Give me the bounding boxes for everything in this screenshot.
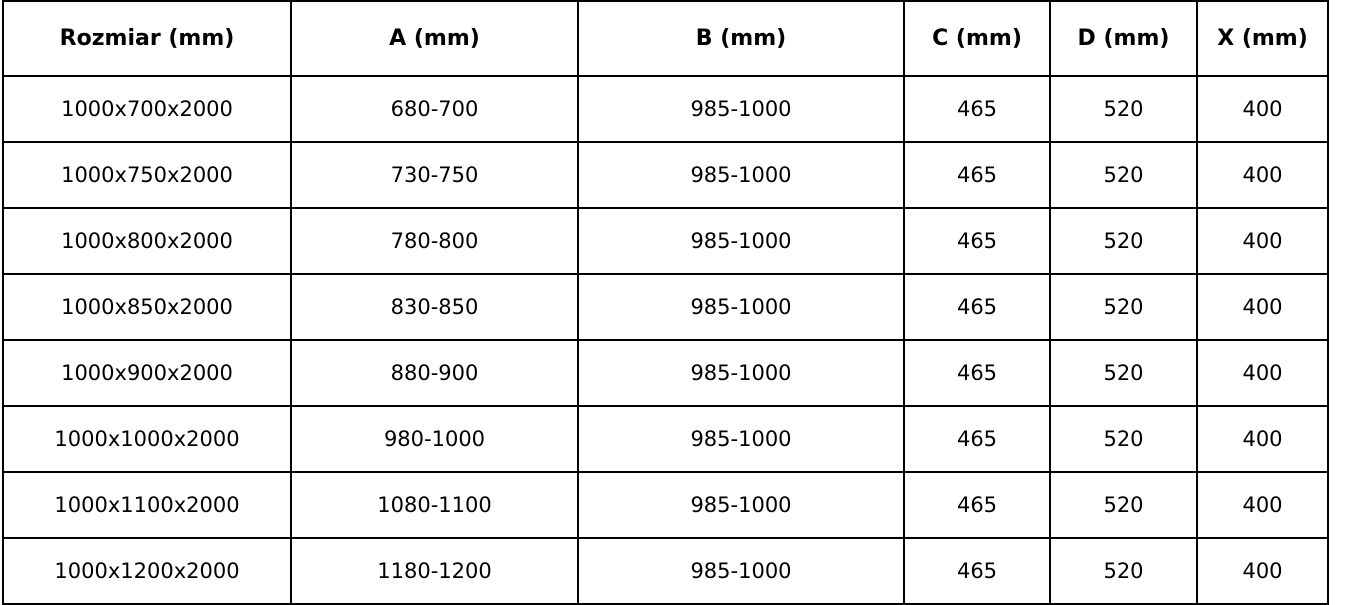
dimensions-table [2,0,1329,605]
cell-b: 985-1000 [578,538,904,604]
cell-c: 465 [904,472,1050,538]
cell-a: 730-750 [291,142,578,208]
table-row [3,538,1328,604]
table-row [3,274,1328,340]
table-row [3,406,1328,472]
cell-c: 465 [904,274,1050,340]
table-header [3,1,1328,76]
cell-d: 520 [1050,340,1197,406]
cell-b: 985-1000 [578,208,904,274]
cell-d: 520 [1050,472,1197,538]
cell-d: 520 [1050,76,1197,142]
cell-a: 830-850 [291,274,578,340]
cell-rozmiar: 1000x900x2000 [3,340,291,406]
cell-c: 465 [904,538,1050,604]
column-header-b: B (mm) [578,1,904,76]
cell-rozmiar: 1000x800x2000 [3,208,291,274]
cell-a: 780-800 [291,208,578,274]
column-header-d: D (mm) [1050,1,1197,76]
cell-x: 400 [1197,538,1328,604]
cell-b: 985-1000 [578,472,904,538]
cell-a: 1180-1200 [291,538,578,604]
cell-x: 400 [1197,208,1328,274]
cell-rozmiar: 1000x750x2000 [3,142,291,208]
cell-d: 520 [1050,538,1197,604]
cell-c: 465 [904,76,1050,142]
table-body [3,76,1328,604]
cell-a: 980-1000 [291,406,578,472]
cell-x: 400 [1197,472,1328,538]
cell-x: 400 [1197,76,1328,142]
cell-c: 465 [904,406,1050,472]
table-row [3,76,1328,142]
cell-rozmiar: 1000x1100x2000 [3,472,291,538]
cell-x: 400 [1197,142,1328,208]
cell-rozmiar: 1000x1000x2000 [3,406,291,472]
cell-c: 465 [904,340,1050,406]
table-row [3,142,1328,208]
cell-rozmiar: 1000x700x2000 [3,76,291,142]
column-header-rozmiar: Rozmiar (mm) [3,1,291,76]
cell-x: 400 [1197,406,1328,472]
table-row [3,472,1328,538]
cell-a: 680-700 [291,76,578,142]
cell-b: 985-1000 [578,274,904,340]
cell-a: 1080-1100 [291,472,578,538]
column-header-c: C (mm) [904,1,1050,76]
column-header-a: A (mm) [291,1,578,76]
cell-b: 985-1000 [578,340,904,406]
table-row [3,340,1328,406]
cell-c: 465 [904,142,1050,208]
cell-b: 985-1000 [578,76,904,142]
cell-x: 400 [1197,340,1328,406]
cell-d: 520 [1050,406,1197,472]
column-header-x: X (mm) [1197,1,1328,76]
cell-b: 985-1000 [578,406,904,472]
table-row [3,208,1328,274]
cell-d: 520 [1050,208,1197,274]
cell-rozmiar: 1000x1200x2000 [3,538,291,604]
cell-c: 465 [904,208,1050,274]
cell-x: 400 [1197,274,1328,340]
cell-rozmiar: 1000x850x2000 [3,274,291,340]
table-header-row [3,1,1328,76]
cell-b: 985-1000 [578,142,904,208]
cell-d: 520 [1050,274,1197,340]
cell-d: 520 [1050,142,1197,208]
cell-a: 880-900 [291,340,578,406]
